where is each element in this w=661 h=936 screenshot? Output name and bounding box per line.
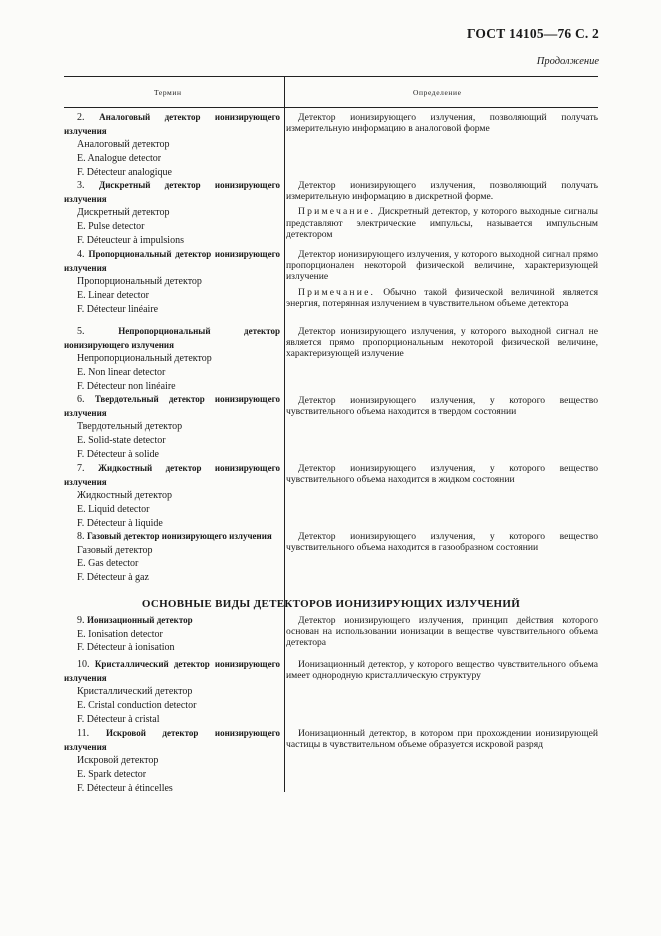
term-entry xyxy=(64,462,280,531)
definition: Детектор ионизирующего излучения, позволяющий получать измерительную информацию в дискретной форме. Примечание. Дискретный детектор, у которого выходные сигналы представляют электрические импульсы, называется импульсным детектором xyxy=(286,180,598,240)
definition: Детектор ионизирующего излучения, позволяющий получать измерительную информацию в аналоговой форме xyxy=(286,112,598,135)
term-entry xyxy=(64,658,280,727)
definition: Детектор ионизирующего излучения, у которого выходной сигнал прямо пропорционален некоторой физической величине, характеризующей излучение Примечание. Обычно такой физической величиной является энергия, потерянная излучением в чувствительном объеме детектора xyxy=(286,249,599,309)
term-english: E. Ionisation detector xyxy=(77,628,163,640)
term-entry xyxy=(64,393,280,462)
definition: Ионизационный детектор, в котором при прохождении ионизирующей частицы в чувствительном объеме образуется искровой разряд xyxy=(286,728,598,751)
term-english: E. Solid-state detector xyxy=(77,435,166,447)
term-french: F. Détecteur analogique xyxy=(77,166,172,178)
column-divider xyxy=(284,76,285,792)
term-entry xyxy=(64,325,280,394)
term-french: F. Détecteur à solide xyxy=(77,448,159,460)
table-top-rule xyxy=(64,76,598,77)
definition: Ионизационный детектор, у которого вещество чувствительного объема имеет однородную кристаллическую структуру xyxy=(286,659,598,682)
term-title: 7. Жидкостный детектор ионизирующего излучения xyxy=(64,463,281,487)
term-entry xyxy=(64,179,280,248)
document-code: ГОСТ 14105—76 С. 2 xyxy=(466,26,599,41)
term-entry xyxy=(64,530,280,585)
definition: Детектор ионизирующего излучения, у которого выходной сигнал не является прямо пропорциональным некоторой физической величине, характеризующей излучение xyxy=(286,326,598,360)
definition: Детектор ионизирующего излучения, у которого вещество чувствительного объема находится в твердом состоянии xyxy=(286,395,598,418)
term-english: E. Gas detector xyxy=(77,558,139,570)
term-english: E. Pulse detector xyxy=(77,221,145,233)
term-french: F. Détecteur à gaz xyxy=(77,572,149,584)
term-title: 6. Твердотельный детектор ионизирующего излучения xyxy=(64,394,281,418)
term-synonym: Кристаллический детектор xyxy=(77,686,193,698)
term-synonym: Аналоговый детектор xyxy=(77,139,170,151)
term-english: E. Linear detector xyxy=(77,290,149,302)
term-title: 11. Искровой детектор ионизирующего излучения xyxy=(64,728,281,752)
term-synonym: Дискретный детектор xyxy=(77,207,170,219)
term-english: E. Non linear detector xyxy=(77,367,166,379)
definition-note: Примечание. Обычно такой физической величиной является энергия, потерянная излучением в чувствительном объеме детектора xyxy=(286,286,599,309)
term-french: F. Détecteur à ionisation xyxy=(77,642,175,654)
term-title: 5. Непропорциональный детектор ионизирующего излучения xyxy=(64,326,280,350)
definition: Детектор ионизирующего излучения, у которого вещество чувствительного объема находится в газообразном состоянии xyxy=(286,531,598,554)
term-french: F. Détecteur à étincelles xyxy=(77,782,173,794)
term-title: 8. Газовый детектор ионизирующего излучения xyxy=(77,531,272,542)
term-french: F. Détecteur à liquide xyxy=(77,517,163,529)
term-entry xyxy=(64,727,280,796)
term-entry xyxy=(64,248,280,317)
term-title: 3. Дискретный детектор ионизирующего излучения xyxy=(64,180,280,204)
term-english: E. Liquid detector xyxy=(77,504,150,516)
term-entry xyxy=(64,614,280,655)
term-synonym: Жидкостный детектор xyxy=(77,490,173,502)
term-english: E. Analogue detector xyxy=(77,153,162,165)
term-synonym: Искровой детектор xyxy=(77,755,159,767)
definition-note: Примечание. Дискретный детектор, у которого выходные сигналы представляют электрические импульсы, называется импульсным детектором xyxy=(286,206,598,240)
term-french: F. Détecteur à cristal xyxy=(77,713,160,725)
term-english: E. Cristal conduction detector xyxy=(77,700,197,712)
term-synonym: Непропорциональный детектор xyxy=(77,353,212,365)
table-header-rule xyxy=(64,107,598,108)
term-title: 2. Аналоговый детектор ионизирующего излучения xyxy=(64,112,281,136)
term-title: 9. Ионизационный детектор xyxy=(77,615,193,626)
term-french: F. Déteucteur à impulsions xyxy=(77,234,184,246)
section-title: ОСНОВНЫЕ ВИДЫ ДЕТЕКТОРОВ ИОНИЗИРУЮЩИХ ИЗЛУЧЕНИЙ xyxy=(141,598,521,610)
term-synonym: Твердотельный детектор xyxy=(77,421,183,433)
term-title: 10. Кристаллический детектор ионизирующего излучения xyxy=(64,659,280,683)
definition: Детектор ионизирующего излучения, принцип действия которого основан на использовании ионизации в веществе чувствительного объема детектора xyxy=(286,615,598,649)
term-french: F. Détecteur non linéaire xyxy=(77,380,176,392)
column-header-definition: Определение xyxy=(413,88,462,97)
definition: Детектор ионизирующего излучения, у которого вещество чувствительного объема находится в жидком состоянии xyxy=(286,463,598,486)
column-header-term: Термин xyxy=(154,88,182,97)
term-title: 4. Пропорциональный детектор ионизирующего излучения xyxy=(64,249,281,273)
term-entry xyxy=(64,111,280,180)
term-synonym: Газовый детектор xyxy=(77,544,153,556)
term-french: F. Détecteur linéaire xyxy=(77,303,159,315)
term-synonym: Пропорциональный детектор xyxy=(77,276,202,288)
continuation-label: Продолжение xyxy=(536,56,599,67)
term-english: E. Spark detector xyxy=(77,769,147,781)
